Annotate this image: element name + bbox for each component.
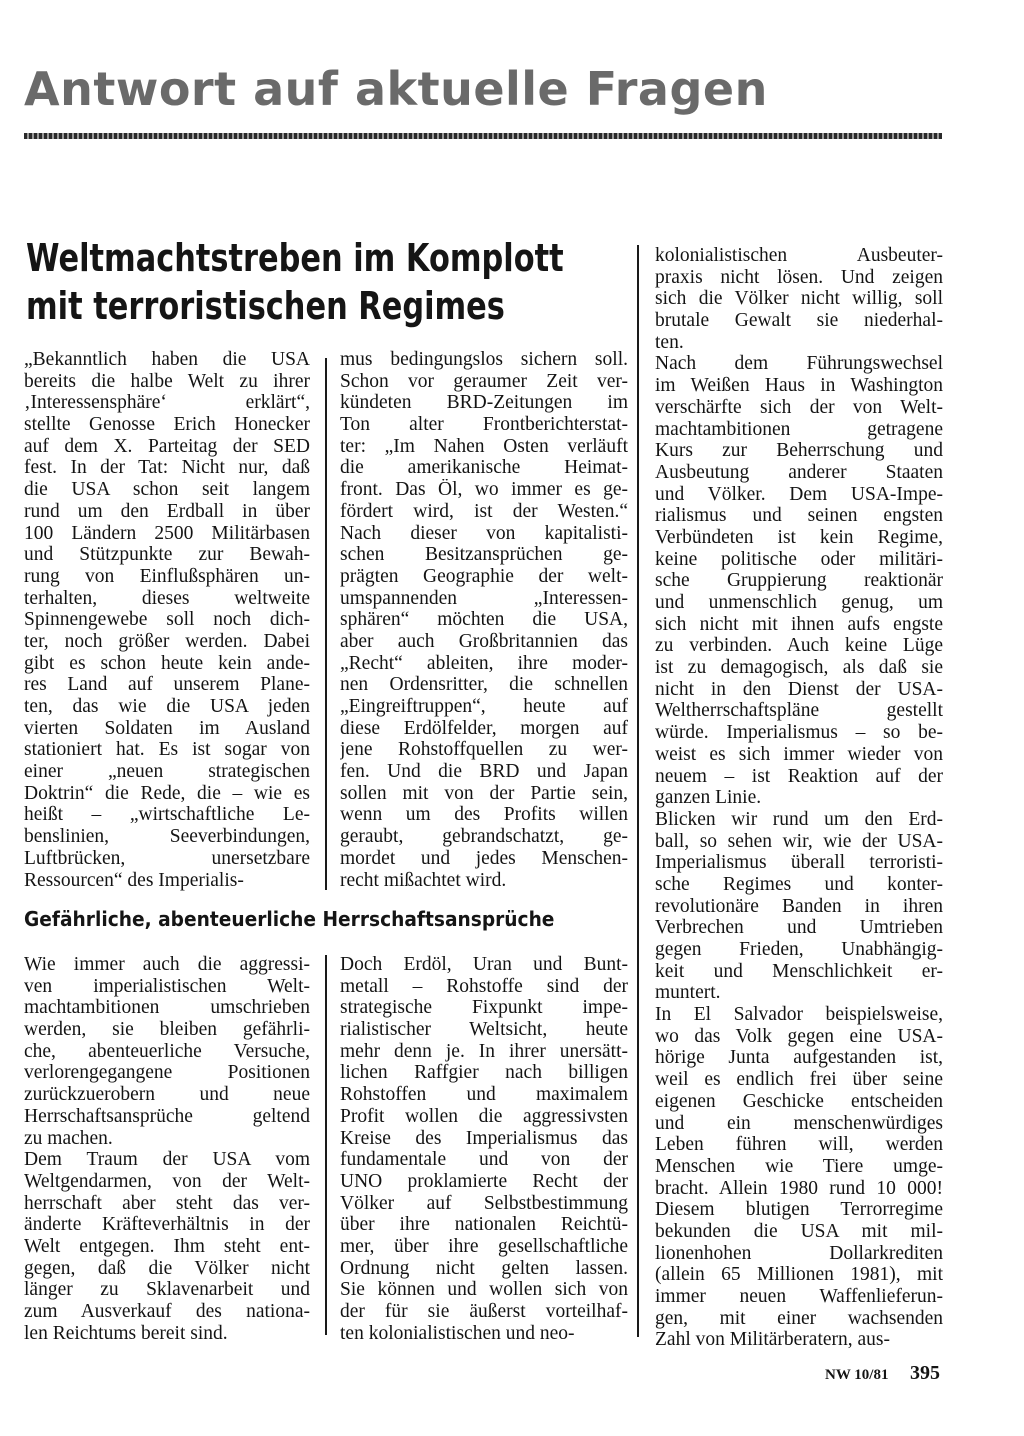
text-line: ter: „Im Nahen Osten verläuft	[340, 435, 628, 457]
text-line: „Eingreiftruppen“, heute auf	[340, 696, 628, 717]
text-line: „Recht“ ableiten, ihre moder-	[340, 652, 628, 674]
text-line: rung von Einflußsphären un-	[24, 565, 310, 587]
text-line: Weltherrschaftspläne gestellt	[655, 700, 943, 722]
text-line: fen. Und die BRD und Japan	[340, 761, 628, 783]
text-line: Schon vor geraumer Zeit ver-	[340, 370, 628, 392]
text-line: Ressourcen“ des Imperialis-	[24, 869, 244, 891]
text-line: heißt – „wirtschaftliche Le-	[24, 804, 310, 826]
text-line: Nach dem Führungswechsel	[655, 353, 943, 375]
text-line: recht mißachtet wird.	[340, 869, 507, 891]
text-line: muntert.	[655, 982, 721, 1004]
text-line: „Bekanntlich haben die USA	[24, 349, 310, 370]
text-line: gegen, daß die Völker nicht	[24, 1257, 310, 1279]
text-line: stellte Genosse Erich Honecker	[24, 414, 310, 436]
text-line: schen Besitzansprüchen ge-	[340, 544, 628, 566]
text-line: lionenhohen Dollarkrediten	[655, 1242, 943, 1264]
text-line: Welt entgegen. Ihm steht ent-	[24, 1235, 310, 1257]
text-line: strategische Fixpunkt impe-	[340, 997, 628, 1019]
text-line: nen Ordensritter, die schnellen	[340, 674, 628, 696]
text-line: Weltgendarmen, von der Welt-	[24, 1170, 310, 1192]
text-line: Spinnengewebe soll noch dich-	[24, 609, 310, 631]
text-line: änderte Kräfteverhältnis in der	[24, 1214, 310, 1236]
text-line: geraubt, gebrandschatzt, ge-	[340, 826, 628, 848]
text-line: sche Gruppierung reaktionär	[655, 570, 943, 592]
text-line: Verbrechen und Umtrieben	[655, 917, 943, 939]
text-line: Ton alter Frontberichterstat-	[340, 414, 628, 436]
text-line: ter, noch größer werden. Dabei	[24, 630, 310, 652]
text-line: gibt es schon heute kein ande-	[24, 652, 310, 674]
text-line: front. Das Öl, wo immer es ge-	[340, 479, 628, 501]
text-line: sollen mit von der Partie sein,	[340, 782, 628, 804]
text-line: kolonialistischen Ausbeuter-	[655, 245, 943, 266]
text-line: zurückzuerobern und neue	[24, 1084, 310, 1106]
text-line: praxis nicht lösen. Und zeigen	[655, 266, 943, 288]
text-line: Kreise des Imperialismus das	[340, 1127, 628, 1149]
text-line: Imperialismus überall terroristi-	[655, 852, 943, 874]
text-line: lichen Raffgier nach billigen	[340, 1062, 628, 1084]
text-line: sche Regimes und konter-	[655, 873, 943, 895]
text-column-2	[340, 349, 628, 891]
page-number: 395	[910, 1362, 940, 1384]
text-line: ten, das wie die USA jeden	[24, 696, 310, 717]
section-title-rule	[24, 133, 942, 139]
text-line: 100 Ländern 2500 Militärbasen	[24, 522, 310, 544]
text-line: mer, über ihre gesellschaftliche	[340, 1235, 628, 1257]
column-divider-1	[325, 358, 327, 890]
text-line: bekunden die USA mit mil-	[655, 1220, 943, 1242]
text-line: einer „neuen strategischen	[24, 761, 310, 783]
text-line: stationiert hat. Es ist sogar von	[24, 739, 310, 761]
text-line: Luftbrücken, unersetzbare	[24, 847, 310, 869]
text-line: zu verbinden. Auch keine Lüge	[655, 635, 943, 657]
text-line: revolutionäre Banden in ihren	[655, 895, 943, 917]
text-line: ‚Interessensphäre‘ erklärt“,	[24, 392, 310, 414]
text-line: Menschen wie Tiere umge-	[655, 1155, 943, 1177]
text-line: ball, so sehen wir, wie der USA-	[655, 830, 943, 852]
text-line: Ausbeutung anderer Staaten	[655, 461, 943, 483]
text-column-4	[340, 954, 628, 1344]
text-line: Profit wollen die aggressivsten	[340, 1105, 628, 1127]
text-line: rialismus und seinen engsten	[655, 505, 943, 527]
text-line: ganzen Linie.	[655, 787, 762, 809]
text-line: ist zu demagogisch, als daß sie	[655, 657, 943, 679]
text-line: gen, mit einer wachsenden	[655, 1307, 943, 1329]
text-line: Rohstoffen und maximalem	[340, 1084, 628, 1106]
text-line: len Reichtums bereit sind.	[24, 1322, 228, 1344]
text-line: fördert wird, ist der Westen.“	[340, 500, 628, 522]
text-line: UNO proklamierte Recht der	[340, 1170, 628, 1192]
text-line: mus bedingungslos sichern soll.	[340, 349, 628, 370]
text-line: wenn um des Profits willen	[340, 804, 628, 826]
text-line: metall – Rohstoffe sind der	[340, 975, 628, 997]
text-line: eigenen Geschicke entscheiden	[655, 1090, 943, 1112]
text-line: terhalten, dieses weltweite	[24, 587, 310, 609]
text-line: und ein menschenwürdiges	[655, 1112, 943, 1134]
text-line: fest. In der Tat: Nicht nur, daß	[24, 457, 310, 479]
text-column-1	[24, 349, 310, 891]
column-divider-3	[637, 245, 639, 1337]
text-line: verschärfte sich der von Welt-	[655, 396, 943, 418]
text-line: che, abenteuerliche Versuche,	[24, 1040, 310, 1062]
headline-line-2: mit terroristischen Regimes	[26, 284, 505, 328]
text-line: sich nicht mit ihnen aufs engste	[655, 613, 943, 635]
text-line: die USA schon seit langem	[24, 479, 310, 501]
text-line: fundamentale und von der	[340, 1149, 628, 1171]
text-line: Kurs zur Beherrschung und	[655, 440, 943, 462]
text-line: ten kolonialistischen und neo-	[340, 1322, 575, 1344]
text-line: würde. Imperialismus – so be-	[655, 722, 943, 744]
text-line: sphären“ möchten die USA,	[340, 609, 628, 631]
text-line: bracht. Allein 1980 rund 10 000!	[655, 1177, 943, 1199]
headline-line-1: Weltmachtstreben im Komplott	[26, 236, 564, 280]
text-line: Völker auf Selbstbestimmung	[340, 1192, 628, 1214]
text-line: ven imperialistischen Welt-	[24, 975, 310, 997]
text-line: keit und Menschlichkeit er-	[655, 960, 943, 982]
text-line: kündeten BRD-Zeitungen im	[340, 392, 628, 414]
text-line: bereits die halbe Welt zu ihrer	[24, 370, 310, 392]
text-line: mordet und jedes Menschen-	[340, 847, 628, 869]
column-divider-2	[325, 955, 327, 1335]
text-line: umspannenden „Interessen-	[340, 587, 628, 609]
text-line: rialistischer Weltsicht, heute	[340, 1019, 628, 1041]
text-line: zu machen.	[24, 1127, 113, 1149]
text-line: prägten Geographie der welt-	[340, 565, 628, 587]
text-line: machtambitionen umschrieben	[24, 997, 310, 1019]
text-line: Nach dieser von kapitalisti-	[340, 522, 628, 544]
text-line: brutale Gewalt sie niederhal-	[655, 310, 943, 332]
text-line: machtambitionen getragene	[655, 418, 943, 440]
text-line: und Völker. Dem USA-Impe-	[655, 483, 943, 505]
text-line: vierten Soldaten im Ausland	[24, 717, 310, 739]
text-line: sich die Völker nicht willig, soll	[655, 288, 943, 310]
text-line: Leben führen will, werden	[655, 1134, 943, 1156]
text-line: mehr denn je. In ihrer unersätt-	[340, 1040, 628, 1062]
text-line: In El Salvador beispielsweise,	[655, 1004, 943, 1026]
text-line: Doch Erdöl, Uran und Bunt-	[340, 954, 628, 975]
text-line: ten.	[655, 331, 684, 353]
text-line: weist es sich immer wieder von	[655, 743, 943, 765]
text-line: wo das Volk gegen eine USA-	[655, 1025, 943, 1047]
text-line: Verbündeten ist kein Regime,	[655, 526, 943, 548]
text-line: diese Erdölfelder, morgen auf	[340, 717, 628, 739]
text-line: werden, sie bleiben gefährli-	[24, 1019, 310, 1041]
text-line: Diesem blutigen Terrorregime	[655, 1199, 943, 1221]
text-line: und unmenschlich genug, um	[655, 592, 943, 613]
text-line: Dem Traum der USA vom	[24, 1149, 310, 1171]
text-line: gegen Frieden, Unabhängig-	[655, 939, 943, 960]
text-line: (allein 65 Millionen 1981), mit	[655, 1264, 943, 1286]
text-line: res Land auf unserem Plane-	[24, 674, 310, 696]
text-line: Herrschaftsansprüche geltend	[24, 1105, 310, 1127]
text-column-3	[24, 954, 310, 1344]
text-line: rund um den Erdball in über	[24, 500, 310, 522]
text-column-5	[655, 245, 943, 1351]
text-line: Blicken wir rund um den Erd-	[655, 808, 943, 830]
text-line: auf dem X. Parteitag der SED	[24, 435, 310, 457]
text-line: verlorengegangene Positionen	[24, 1062, 310, 1084]
text-line: neuem – ist Reaktion auf der	[655, 765, 943, 787]
text-line: Zahl von Militärberatern, aus-	[655, 1329, 890, 1351]
text-line: Ordnung nicht gelten lassen.	[340, 1257, 628, 1279]
text-line: herrschaft aber steht das ver-	[24, 1192, 310, 1214]
subheading: Gefährliche, abenteuerliche Herrschaftsansprüche	[24, 907, 555, 931]
text-line: benslinien, Seeverbindungen,	[24, 826, 310, 848]
text-line: über ihre nationalen Reichtü-	[340, 1214, 628, 1236]
text-line: nicht in den Dienst der USA-	[655, 678, 943, 700]
text-line: jene Rohstoffquellen zu wer-	[340, 739, 628, 761]
section-title: Antwort auf aktuelle Fragen	[24, 62, 768, 116]
text-line: im Weißen Haus in Washington	[655, 375, 943, 397]
text-line: immer neuen Waffenlieferun-	[655, 1286, 943, 1307]
text-line: länger zu Sklavenarbeit und	[24, 1279, 310, 1301]
text-line: Wie immer auch die aggressi-	[24, 954, 310, 975]
text-line: keine politische oder militäri-	[655, 548, 943, 570]
text-line: aber auch Großbritannien das	[340, 630, 628, 652]
text-line: weil es endlich frei über seine	[655, 1069, 943, 1091]
text-line: hörige Junta aufgestanden ist,	[655, 1047, 943, 1069]
journal-issue: NW 10/81	[825, 1367, 889, 1383]
text-line: Sie können und wollen sich von	[340, 1279, 628, 1301]
article-headline	[26, 234, 564, 330]
text-line: und Stützpunkte zur Bewah-	[24, 544, 310, 566]
text-line: zum Ausverkauf des nationa-	[24, 1301, 310, 1322]
text-line: die amerikanische Heimat-	[340, 457, 628, 479]
text-line: Doktrin“ die Rede, die – wie es	[24, 782, 310, 804]
text-line: der für sie äußerst vorteilhaf-	[340, 1301, 628, 1322]
